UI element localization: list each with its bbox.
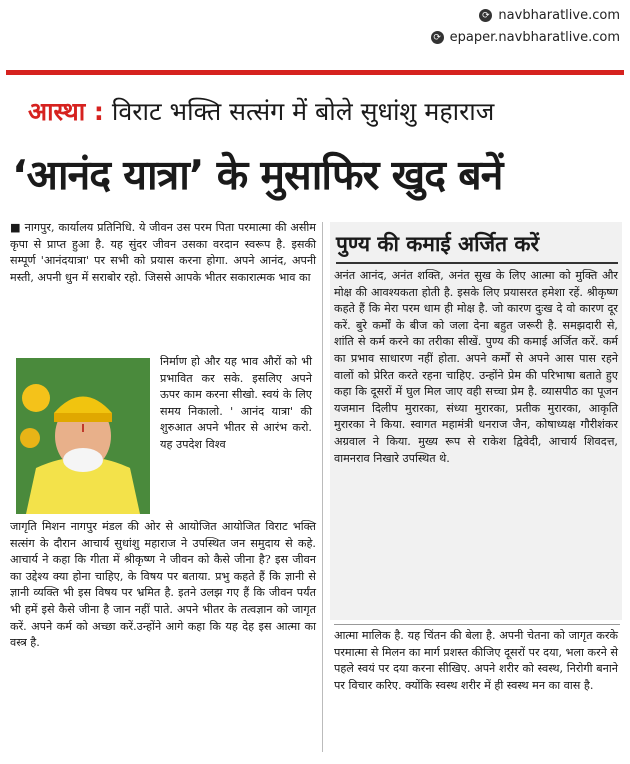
left-column-beside-photo [160, 354, 312, 454]
subhead-underline [336, 262, 618, 264]
right-column-text [334, 268, 618, 467]
kicker-tag: आस्था : [28, 97, 104, 126]
right-column-tail [334, 628, 618, 694]
headline: ‘आनंद यात्रा’ के मुसाफिर खुद बनें [12, 151, 503, 199]
intro-paragraph: ■ नागपुर, कार्यालय प्रतिनिधि. ये जीवन उस परम पिता परमात्मा की असीम कृपा से प्राप्त हुआ है. यह सुंदर जीवन उसका वरदान स्वरूप है. इसकी सम्पूर्ण 'आनंदयात्रा' पर सभी को प्रयास करना होगा. अपने आनंद, अपनी मस्ती, अपनी धुन में सराबोर रहो. जिससे आपके भीतर सकारात्मक भाव का [10, 221, 316, 284]
beside-photo-paragraph: निर्माण हो और यह भाव औरों को भी प्रभावित कर सके. इसलिए अपने ऊपर काम करना सीखो. स्वयं के लिए समय निकालो. ' आनंद यात्रा' की शुरुआत अपने भीतर से आरंभ करो. यह उपदेश विश्व [160, 355, 312, 451]
kicker-text: विराट भक्ति सत्संग में बोले सुधांशु महाराज [111, 97, 495, 126]
header-divider [6, 70, 624, 75]
source-epaper: ⟳ epaper.navbharatlive.com [431, 30, 620, 45]
link-icon: ⟳ [431, 31, 444, 44]
photo-sudhanshu-maharaj [16, 358, 150, 514]
column-divider [322, 222, 323, 752]
continued-paragraph: जागृति मिशन नागपुर मंडल की ओर से आयोजित आयोजित विराट भक्ति सत्संग के दौरान आचार्य सुधांशु महाराज ने उपस्थित जन समुदाय से कहे. आचार्य ने कहा कि गीता में श्रीकृष्ण ने जीवन को कैसे जीना है? इस जीवन का उद्देश्य क्या होना चाहिए, के विषय पर बताया. प्रभु कहते हैं कि ज्ञानी से ज्ञानी व्यक्ति भी इस विषय पर भ्रमित है. इतने उलझ गए हैं कि जीवन पर्यंत भी हमें इसे कैसे जीना है जान नहीं पाते. अपने भीतर के तत्वज्ञान को जागृत करें. अपने कर्म को अच्छा करें.उन्होंने आगे कहा कि यह देह इस आत्मा का वस्त्र है. [10, 520, 316, 650]
right-divider [334, 624, 620, 625]
right-paragraph: अनंत आनंद, अनंत शक्ति, अनंत सुख के लिए आत्मा को मुक्ति और मोक्ष की आवश्यकता होती है. इसके लिए प्रयासरत हमेशा रहें. श्रीकृष्ण कहते हैं कि मेरा परम धाम ही मोक्ष है. जो कारण दुःख दे वो कारण दूर करें. बुरे कर्मों के बीज को जला देना बहुत जरूरी है. समझदारी से, शांति से कर्म करने का तरीका सीखें. पुण्य की कमाई अर्जित करें. कर्म का प्रभाव साधारण नहीं होता. अपने कर्मों से अपने आस पास रहने वालों को प्रेरित करते रहना चाहिए. उन्होंने प्रेम की परिभाषा बताते हुए कहा कि दूसरों में घुल मिल जाए वही सच्चा प्रेम है. व्यासपीठ का पूजन यजमान दिलीप मुरारका, संध्या मुरारका, प्रतीक मुरारका, आकृति मुरारका ने किया. स्वागत महामंत्री धनराज जैन, कोषाध्यक्ष गौरीशंकर अग्रवाल ने किया. मुख्य रूप से राकेश द्विवेदी, आचार्य शिवदत्त, वामनराव निखारे उपस्थित थे. [334, 269, 618, 465]
right-subhead: पुण्य की कमाई अर्जित करें [336, 232, 540, 256]
tail-paragraph: आत्मा मालिक है. यह चिंतन की बेला है. अपनी चेतना को जागृत करके परमात्मा से मिलन का मार्ग प्रशस्त कीजिए दूसरों पर दया, भला करने से पहले स्वयं पर दया करना सीखिए. अपने शरीर को स्वस्थ, निरोगी बनाने पर विचार करिए. क्योंकि स्वस्थ शरीर में ही स्वस्थ मन का वास है. [334, 629, 618, 692]
link-icon: ⟳ [479, 9, 492, 22]
portrait-illustration [16, 358, 150, 514]
kicker [28, 94, 494, 128]
source-site: ⟳ navbharatlive.com [479, 8, 620, 23]
left-column-continued [10, 519, 316, 652]
left-column-intro [10, 220, 316, 286]
